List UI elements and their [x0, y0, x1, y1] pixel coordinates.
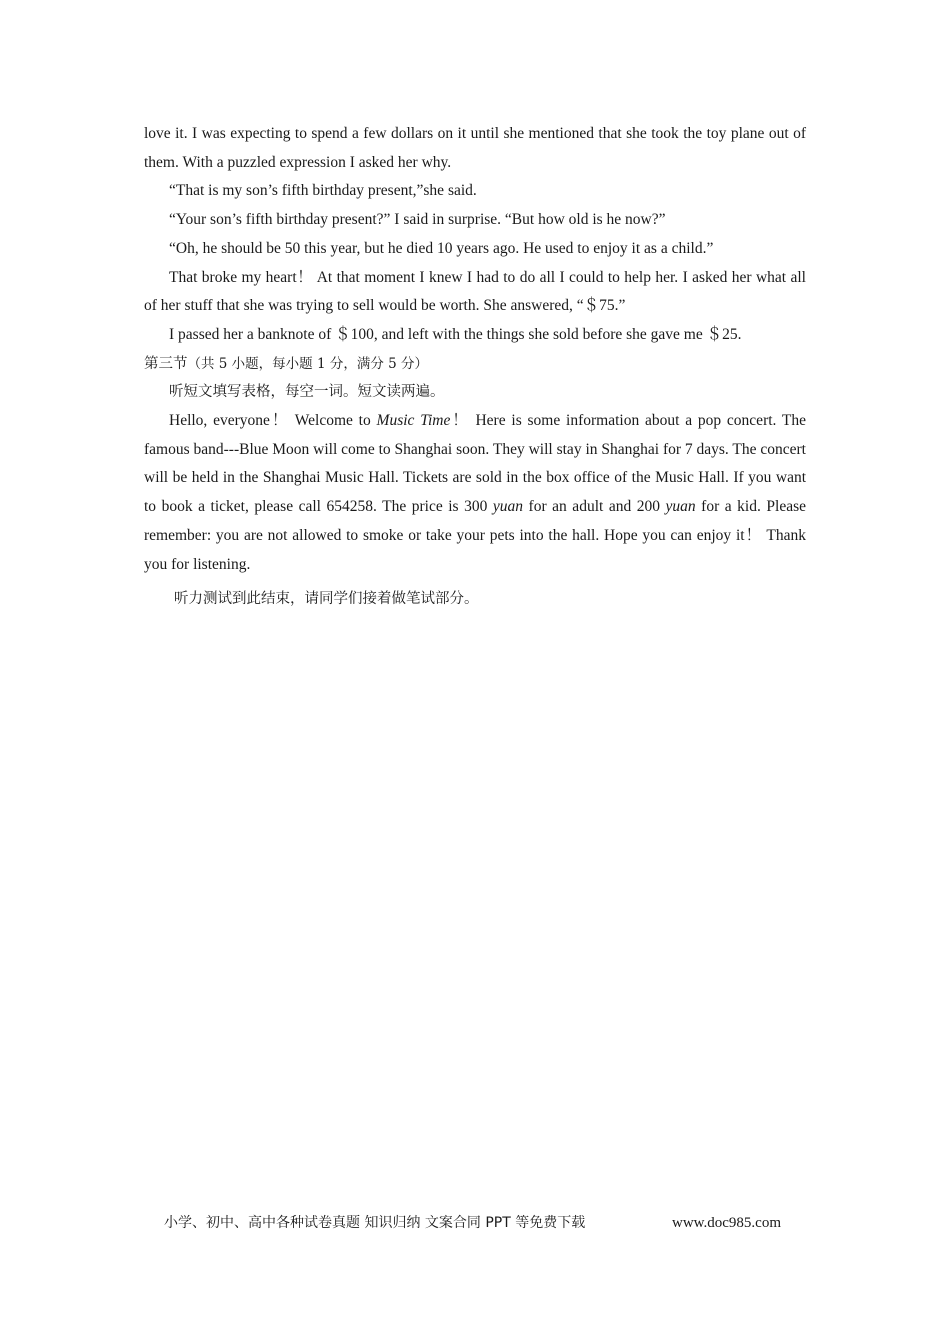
- program-name: Music Time: [376, 412, 451, 430]
- paragraph-4: “Oh, he should be 50 this year, but he died 10 years ago. He used to enjoy it as a child.”: [169, 239, 714, 257]
- paragraph-1: love it. I was expecting to spend a few dollars on it until she mentioned that she took the toy plane out of them. With a puzzled expression I asked her why.: [144, 125, 806, 171]
- listening-passage: [144, 407, 806, 579]
- footer-text: 小学、初中、高中各种试卷真题 知识归纳 文案合同 PPT 等免费下载: [164, 1215, 586, 1231]
- page-footer: [164, 1210, 804, 1236]
- listening-text-b: ！ Here is some information about a pop concert. The famous band---Blue Moon will come to Shanghai soon. They will stay in Shanghai for 7 days. The concert will be held in the Shanghai Music Hall. Tickets are sold in the box office of the Music Hall. If you want to book a ticket, please call 654258. The price is 300: [144, 412, 807, 516]
- currency-word-2: yuan: [665, 498, 696, 516]
- section-heading: [144, 350, 806, 379]
- section-title: 第三节: [144, 355, 188, 372]
- paragraph-3: “Your son’s fifth birthday present?” I said in surprise. “But how old is he now?”: [169, 211, 666, 229]
- footer-url[interactable]: www.doc985.com: [672, 1215, 782, 1231]
- paragraph-2: “That is my son’s fifth birthday present,”she said.: [169, 182, 477, 200]
- document-body: [144, 120, 806, 614]
- section-subtitle: （共 5 小题，每小题 1 分，满分 5 分）: [187, 355, 429, 372]
- currency-word-1: yuan: [492, 498, 524, 516]
- section-instruction: 听短文填写表格，每空一词。短文读两遍。: [169, 384, 445, 401]
- paragraph-5: That broke my heart！ At that moment I knew I had to do all I could to help her. I asked her what all of her stuff that she was trying to sell would be worth. She answered, “＄75.”: [144, 268, 806, 315]
- listening-text-d: for a kid. Please remember: you are not allowed to smoke or take your pets into the hall. Hope you can enjoy it！ Thank you for listening.: [144, 498, 806, 573]
- listening-text-a: Hello, everyone！ Welcome to: [169, 412, 377, 430]
- listening-text-c: for an adult and 200: [523, 498, 666, 516]
- end-note: 听力测试到此结束，请同学们接着做笔试部分。: [174, 591, 479, 608]
- paragraph-6: I passed her a banknote of ＄100, and left with the things she sold before she gave me ＄25.: [169, 325, 742, 343]
